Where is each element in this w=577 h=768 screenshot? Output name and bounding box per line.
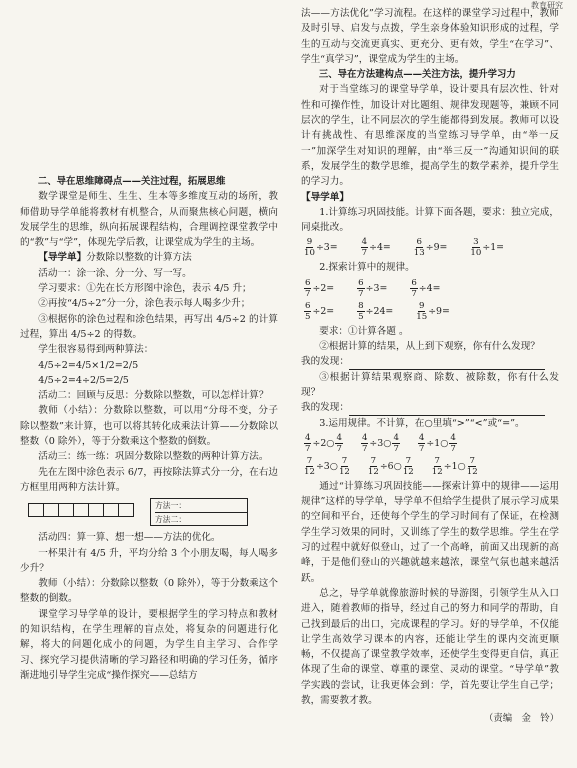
fraction-denominator: 13 [413, 248, 425, 259]
fraction-numerator: 4 [336, 432, 342, 443]
fraction-numerator: 6 [305, 300, 311, 311]
fraction-numerator: 3 [473, 237, 479, 248]
paragraph: 教师（小结）：分数除以整数，可以用“分母不变，分子除以整数”来计算，也可以将其转化成乘法计算——分数除以整数（0 除外），等于分数乘这个整数的倒数。 [20, 405, 278, 448]
finding-label: 我的发现： [301, 356, 349, 368]
guide-sheet-topic: 分数除以整数的计算方法 [86, 252, 192, 264]
question-one: 1.计算练习巩固技能。计算下面各题，要求：独立完成，同桌批改。 [301, 206, 559, 234]
exercise-item [409, 278, 440, 299]
fraction-numerator: 7 [370, 455, 377, 466]
fraction-denominator: 7 [305, 288, 311, 299]
exercise-item [431, 456, 479, 477]
fraction-denominator: 15 [416, 311, 428, 322]
grid-cell [119, 504, 133, 516]
fraction-denominator: 12 [367, 466, 379, 477]
exercise-compare: ÷1○ [426, 437, 449, 449]
paragraph: 学生很容易得到两种算法： [38, 344, 154, 356]
fraction [449, 433, 456, 454]
fraction [470, 237, 481, 258]
fraction-numerator: 9 [419, 300, 425, 311]
exercise-compare: ÷2○ [312, 437, 335, 449]
paragraph: 总之，导学单就像旅游时候的导游图，引领学生从入口进入，随着教师的指导，经过自己的努力和同学的帮助，自己找到最后的出口，完成课程的学习。好的导学单，不仅能让学生高效学习课本的内容，还能让学生的课内交流更顺畅，不仅提高了课堂教学效率，还使学生变得更自信，真正体现了生命的课堂、尊重的课堂、灵动的课堂。“导学单”教学实践的尝试，让我更体会到：学，首先要让学生自己学；教，需要教才教。 [301, 587, 559, 706]
fraction [403, 456, 414, 477]
paragraph: 法——方法优化”学习流程。在这样的课堂学习过程中，教师及时引导、启发与点拨，学生亲身体验知识形成的过程，学生的互动与交流更真实、更充分、更有效，学生“在学习”、学生“真学习”，课堂成为学生的主场。 [301, 8, 559, 65]
fraction [368, 456, 379, 477]
fraction [304, 433, 311, 454]
activity-one: 活动一：涂一涂、分一分、写一写。 [38, 267, 192, 279]
fraction [304, 237, 315, 258]
fraction [357, 301, 364, 322]
question-two-requirement-1: 要求：①计算各题 。 [319, 325, 409, 337]
fraction [432, 456, 443, 477]
finding-label: 我的发现： [301, 402, 349, 414]
fraction-denominator: 7 [305, 443, 311, 454]
exercise-operator: ÷4= [418, 282, 441, 294]
exercise-operator: ÷1= [482, 242, 505, 254]
fraction-denominator: 12 [466, 466, 478, 477]
fraction-numerator: 7 [341, 455, 348, 466]
method-two-label: 方法二： [155, 515, 187, 525]
fraction [467, 456, 478, 477]
grid-cell [74, 504, 89, 516]
fraction-denominator: 7 [418, 443, 425, 454]
exercise-operator: ÷9= [428, 305, 450, 317]
exercise-operator: ÷9= [425, 242, 448, 254]
fraction-denominator: 7 [361, 443, 368, 454]
exercise-item [303, 278, 334, 299]
fraction [357, 278, 364, 299]
question-two: 2.探索计算中的规律。 [319, 262, 415, 274]
fraction-denominator: 12 [304, 466, 315, 477]
fraction-numerator: 6 [416, 237, 422, 248]
exercise-operator: ÷3= [315, 242, 338, 254]
fraction-denominator: 5 [358, 311, 364, 322]
exercise-operator: ÷2= [312, 282, 335, 294]
editor-credit: （责编 金 铃） [483, 713, 559, 725]
method-box [150, 498, 248, 526]
exercise-item [469, 237, 504, 258]
question-two-requirement-3: ③根据计算结果观察商、除数、被除数，你有什么发现？ [301, 371, 559, 398]
formula-two: 4/5÷2=4÷2/5=2/5 [38, 374, 129, 386]
fraction-denominator: 7 [361, 248, 368, 259]
fraction [418, 433, 425, 454]
fraction-denominator: 7 [411, 288, 417, 299]
exercise-item [360, 433, 401, 454]
answer-blank [349, 360, 545, 370]
paragraph: 教师（小结）：分数除以整数（0 除外），等于分数乘这个整数的倒数。 [20, 578, 278, 605]
fraction [304, 456, 315, 477]
exercise-compare: ÷3○ [315, 460, 338, 472]
activity-four: 活动四：算一算、想一想——方法的优化。 [38, 532, 221, 544]
fraction-numerator: 8 [358, 300, 364, 311]
activity-one-requirement-3: ③根据你的涂色过程和涂色结果，再写出 4/5÷2 的计算过程，算出 4/5÷2 的得数。 [20, 313, 278, 340]
question-three-row-2 [303, 456, 559, 477]
activity-two: 活动二：回顾与反思：分数除以整数，可以怎样计算？ [38, 390, 269, 402]
fraction [416, 301, 427, 322]
section-heading-two: 二、导在思维障碍点——关注过程，拓展思维 [37, 176, 226, 187]
exercise-item [413, 237, 448, 258]
paragraph: 一杯果汁有 4/5 升，平均分给 3 个小朋友喝，每人喝多少升？ [20, 547, 278, 574]
exercise-operator: ÷2= [312, 305, 335, 317]
exercise-item [303, 433, 344, 454]
question-three: 3.运用规律。不计算，在○里填“>”“<”或“=”。 [319, 417, 525, 429]
fraction-numerator: 4 [361, 432, 368, 443]
fraction-numerator: 4 [393, 432, 399, 443]
fraction [361, 433, 368, 454]
fraction [335, 433, 342, 454]
paragraph: 对于当堂练习的课堂导学单，设计要具有层次性、针对性和可操作性，加设计对比题组、规律发现题等，兼顾不同层次的学生，让不同层次的学生能都得到发展。教师可以设计有挑战性、有思维深度的当堂练习导学单，由“举一反一”加深学生对知识的理解，由“举三反一”沟通知识间的联系，发展学生的数学思维，提高学生的数学素养，提升学生的学习力。 [301, 84, 559, 188]
exercise-operator: ÷4= [369, 242, 391, 254]
fraction-denominator: 12 [431, 466, 443, 477]
guide-sheet-tag: 【导学单】 [38, 252, 87, 264]
question-one-items [303, 237, 559, 258]
fraction-denominator: 5 [305, 311, 311, 322]
fraction-denominator: 7 [450, 443, 456, 454]
guide-sheet-tag: 【导学单】 [301, 191, 349, 203]
activity-three: 活动三：练一练：巩固分数除以整数的两种计算方法。 [38, 451, 269, 463]
exercise-item [415, 301, 450, 322]
answer-blank [349, 406, 545, 416]
coloring-figure [20, 498, 278, 526]
fraction-denominator: 7 [336, 443, 342, 454]
fraction-numerator: 7 [306, 455, 313, 466]
fraction-numerator: 4 [361, 237, 368, 248]
exercise-compare: ÷3○ [369, 437, 392, 449]
grid-cell [29, 504, 44, 516]
fraction-denominator: 12 [402, 466, 414, 477]
exercise-item [303, 301, 334, 322]
question-three-row-1 [303, 433, 559, 454]
exercise-item [367, 456, 415, 477]
fraction-denominator: 12 [338, 466, 350, 477]
exercise-item [303, 456, 351, 477]
fraction [304, 301, 311, 322]
finding-line-1 [301, 354, 559, 369]
fraction [339, 456, 350, 477]
question-two-row-2 [303, 301, 559, 322]
paragraph: 数学课堂是师生、生生、生本等多维度互动的场所，教师借助导学单能将教材有机整合，从而聚焦核心问题，横向发展学生的思维，纵向拓展课程结构，合理调控课堂教学中的“教”与“学”，体现先学后教，让课堂成为学生的主场。 [20, 191, 278, 249]
finding-line-2 [301, 400, 559, 415]
activity-one-requirement-2: ②再按“4/5÷2”分一分，涂色表示每人喝多少升； [38, 298, 251, 310]
grid-cell [104, 504, 119, 516]
paragraph: 先在左图中涂色表示 6/7，再按除法算式分一分，在右边方框里用两种方法计算。 [20, 466, 278, 493]
exercise-item [356, 301, 393, 322]
exercise-item [417, 433, 458, 454]
fraction-denominator: 7 [393, 443, 399, 454]
exercise-compare: ÷6○ [379, 460, 402, 472]
fraction [414, 237, 425, 258]
fraction-numerator: 9 [306, 237, 313, 248]
exercise-item [303, 237, 338, 258]
page-header-mark: 教育研究 [531, 1, 563, 10]
fraction [304, 278, 311, 299]
fraction-numerator: 6 [305, 277, 311, 288]
exercise-operator: ÷3= [365, 282, 388, 294]
formula-one: 4/5÷2=4/5×1/2=2/5 [38, 359, 139, 371]
fraction-numerator: 7 [469, 455, 475, 466]
grid-cell [59, 504, 74, 516]
fraction-numerator: 6 [358, 277, 364, 288]
exercise-compare: ÷1○ [443, 460, 466, 472]
exercise-item [360, 237, 391, 258]
paragraph: 课堂学习导学单的设计，要根据学生的学习特点和教材的知识结构，在学生理解的盲点处，将复杂的问题进行化解，将大的问题化成小的问题，为学生自主学习、合作学习、探究学习提供清晰的学习路径和明确的学习任务，循序渐进地引导学生完成“操作探究——总结方 [20, 608, 278, 681]
fraction-numerator: 4 [418, 432, 425, 443]
paragraph: 通过“计算练习巩固技能——探索计算中的规律——运用规律”这样的导学单，导学单不但给学生提供了展示学习成果的空间和平台，还使每个学生的学习时间有了保证，在检测学生学习效果的同时，又训练了学生的数学思维。学生在学习的过程中就好似登山，过了一个高峰，前面又出现新的高峰，于是他们登山的兴趣就越来越浓，课堂气氛也越来越活跃。 [301, 480, 559, 584]
fraction [361, 237, 368, 258]
activity-one-requirement-1: 学习要求：①先在长方形图中涂色，表示 4/5 升； [38, 283, 252, 295]
right-column [301, 6, 559, 727]
grid-cell [44, 504, 59, 516]
question-two-requirement-2: ②根据计算的结果，从上到下观察，你有什么发现？ [319, 341, 540, 353]
question-two-row-1 [303, 278, 559, 299]
fraction-denominator: 10 [304, 248, 315, 259]
fraction-numerator: 4 [450, 432, 456, 443]
grid-cell [89, 504, 104, 516]
method-one-label: 方法一： [155, 499, 247, 513]
fraction-numerator: 7 [405, 455, 412, 466]
fraction [410, 278, 417, 299]
exercise-operator: ÷24= [365, 305, 394, 317]
fraction-numerator: 7 [434, 455, 440, 466]
left-column [20, 174, 278, 683]
guide-sheet-title [20, 250, 278, 265]
fraction [392, 433, 399, 454]
section-heading-three: 三、导在方法建构点——关注方法，提升学习力 [318, 69, 516, 81]
rectangle-grid [28, 503, 134, 517]
fraction-numerator: 4 [305, 432, 311, 443]
fraction-denominator: 7 [358, 288, 364, 299]
fraction-numerator: 6 [411, 277, 417, 288]
exercise-item [356, 278, 387, 299]
fraction-denominator: 10 [470, 248, 482, 259]
